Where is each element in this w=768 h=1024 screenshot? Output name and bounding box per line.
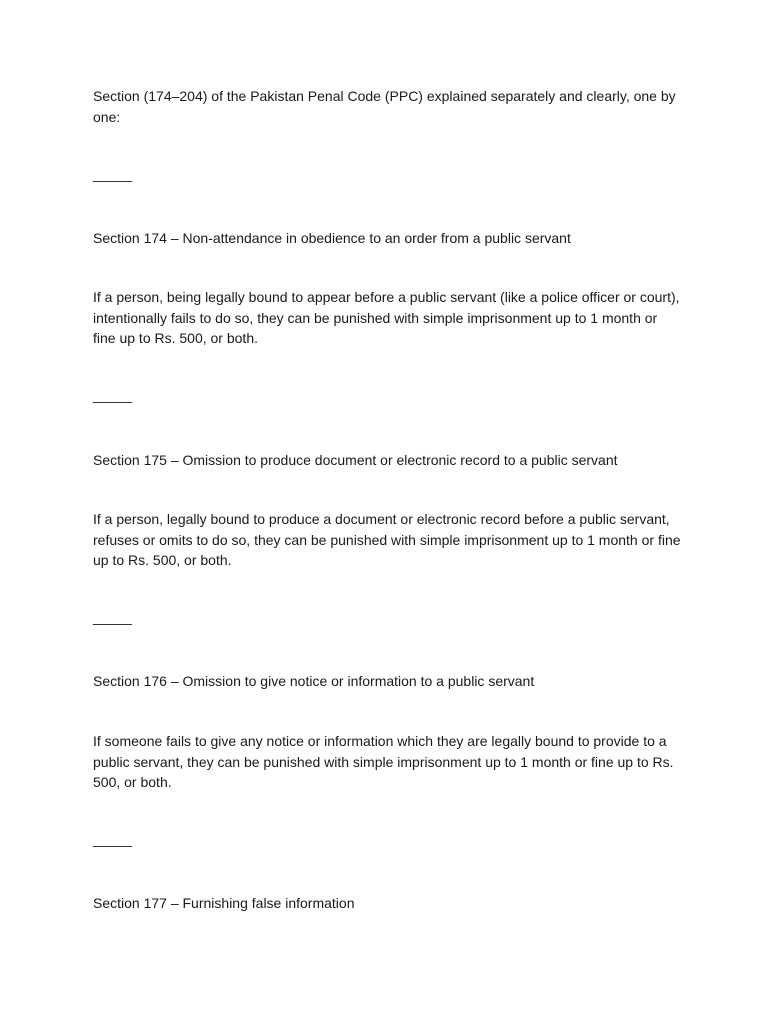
separator: _____ <box>93 609 132 625</box>
section-174-heading: Section 174 – Non-attendance in obedience to an order from a public servant <box>93 230 571 246</box>
section-176-heading: Section 176 – Omission to give notice or information to a public servant <box>93 673 535 689</box>
separator: _____ <box>93 387 132 403</box>
separator: _____ <box>93 831 132 847</box>
separator: _____ <box>93 166 132 182</box>
section-177-heading: Section 177 – Furnishing false information <box>93 895 355 911</box>
section-175-body: If a person, legally bound to produce a document or electronic record before a public servant, refuses or omits to do so, they can be punished with simple imprisonment up to 1 month or fine up to Rs. 500, or both. <box>93 511 681 569</box>
intro-paragraph: Section (174–204) of the Pakistan Penal Code (PPC) explained separately and clearly, one by one: <box>93 88 676 125</box>
section-175-heading: Section 175 – Omission to produce document or electronic record to a public servant <box>93 452 618 468</box>
section-174-body: If a person, being legally bound to appear before a public servant (like a police officer or court), intentionally fails to do so, they can be punished with simple imprisonment up to 1 month or fine up to Rs. 500, or both. <box>93 289 680 347</box>
section-176-body: If someone fails to give any notice or information which they are legally bound to provide to a public servant, they can be punished with simple imprisonment up to 1 month or fine up to Rs. 500, or both. <box>93 733 674 791</box>
